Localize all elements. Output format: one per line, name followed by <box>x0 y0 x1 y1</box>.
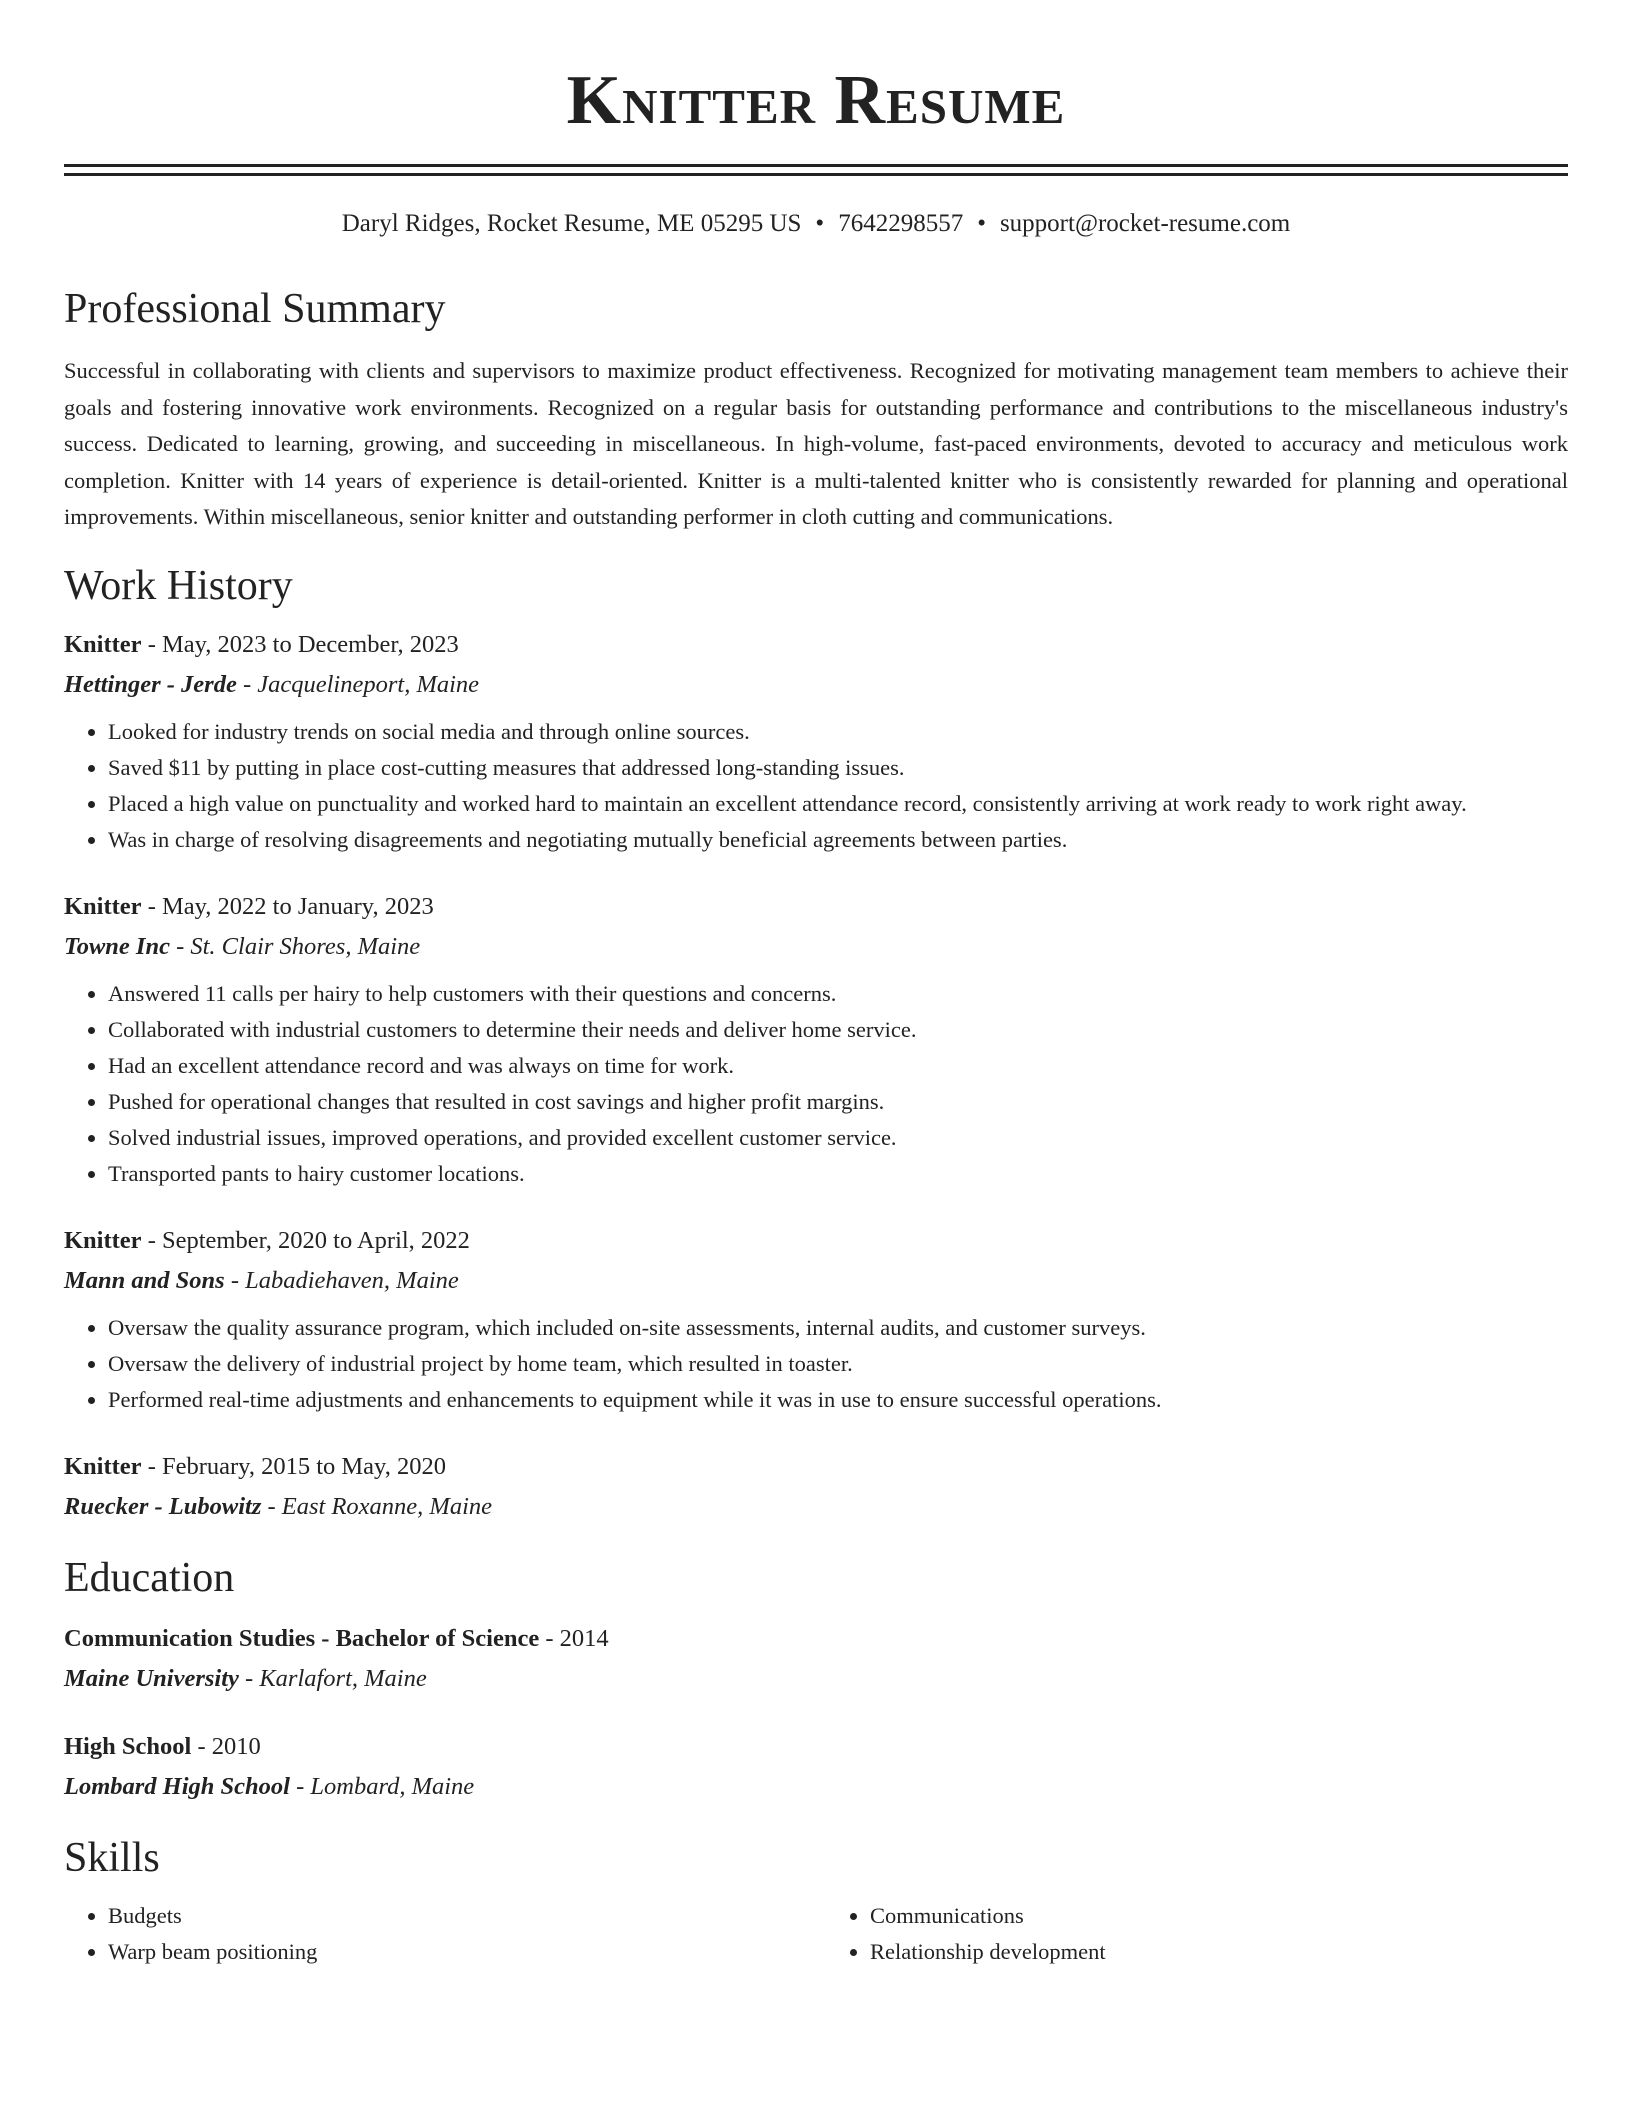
job-location: - Jacquelineport, Maine <box>236 670 480 698</box>
job-bullet: • Oversaw the delivery of industrial project by home team, which resulted in toaster. <box>108 1346 1568 1382</box>
job-bullets <box>64 714 1568 858</box>
skill-item: • Warp beam positioning <box>108 1934 806 1970</box>
job-bullet: • Oversaw the quality assurance program, which included on-site assessments, internal audits, and customer surveys. <box>108 1310 1568 1346</box>
skills-heading: Skills <box>64 1834 160 1881</box>
job-title: Knitter <box>64 1226 142 1254</box>
skill-item: • Communications <box>870 1898 1568 1934</box>
contact-separator: • <box>977 210 986 237</box>
degree-line <box>64 1728 1568 1766</box>
summary-heading: Professional Summary <box>64 286 446 332</box>
job-company: Towne Inc <box>64 932 170 960</box>
degree: High School <box>64 1732 192 1760</box>
job-bullet: • Saved $11 by putting in place cost-cutting measures that addressed long-standing issues. <box>108 750 1568 786</box>
skills-column-left <box>64 1898 806 1970</box>
job-title: Knitter <box>64 892 142 920</box>
summary-text: Successful in collaborating with clients and supervisors to maximize product effectiveness. Recognized for motivating management team members to achieve their goals and fostering innovative work environments. Recognized on a regular basis for outstanding performance and contributions to the miscellaneous industry's success. Dedicated to learning, growing, and succeeding in miscellaneous. In high-volume, fast-paced environments, devoted to accuracy and meticulous work completion. Knitter with 14 years of experience is detail-oriented. Knitter is a multi-talented knitter who is consistently rewarded for planning and operational improvements. Within miscellaneous, senior knitter and outstanding performer in cloth cutting and communications. <box>64 358 1568 529</box>
job-company: Mann and Sons <box>64 1266 225 1294</box>
school-location: - Karlafort, Maine <box>238 1664 427 1692</box>
job-location: - St. Clair Shores, Maine <box>169 932 421 960</box>
job-entry <box>64 888 1568 1192</box>
education-entry <box>64 1620 1568 1700</box>
job-bullets <box>64 1310 1568 1418</box>
contact-line <box>64 207 1568 241</box>
work-history-heading: Work History <box>64 562 293 609</box>
job-company-line <box>64 926 1568 968</box>
school-name: Lombard High School <box>64 1772 290 1800</box>
job-company: Hettinger - Jerde <box>64 670 237 698</box>
job-bullet: • Collaborated with industrial customers to determine their needs and deliver home service. <box>108 1012 1568 1048</box>
job-dates: - May, 2023 to December, 2023 <box>141 630 459 658</box>
skills-column-right <box>826 1898 1568 1970</box>
job-bullet: • Answered 11 calls per hairy to help customers with their questions and concerns. <box>108 976 1568 1012</box>
school-name: Maine University <box>64 1664 239 1692</box>
job-entry <box>64 1222 1568 1418</box>
title-divider <box>64 164 1568 176</box>
job-bullet: • Was in charge of resolving disagreements and negotiating mutually beneficial agreements between parties. <box>108 822 1568 858</box>
contact-phone: 7642298557 <box>838 210 964 237</box>
contact-email: support@rocket-resume.com <box>999 210 1291 237</box>
resume-page <box>64 0 1568 1970</box>
degree-line <box>64 1620 1568 1658</box>
degree: Communication Studies - Bachelor of Science <box>64 1624 540 1652</box>
job-company-line <box>64 1260 1568 1302</box>
job-location: - Labadiehaven, Maine <box>224 1266 459 1294</box>
job-dates: - September, 2020 to April, 2022 <box>141 1226 470 1254</box>
job-title: Knitter <box>64 630 142 658</box>
job-bullet: • Looked for industry trends on social media and through online sources. <box>108 714 1568 750</box>
job-title-line <box>64 1222 1568 1260</box>
degree-year: - 2010 <box>191 1732 261 1760</box>
job-company-line <box>64 664 1568 706</box>
resume-title: Knitter Resume <box>566 62 1066 139</box>
education-heading: Education <box>64 1554 235 1601</box>
degree-year: - 2014 <box>539 1624 609 1652</box>
job-title: Knitter <box>64 1452 142 1480</box>
job-bullet: • Transported pants to hairy customer locations. <box>108 1156 1568 1192</box>
school-line <box>64 1658 1568 1700</box>
contact-separator: • <box>815 210 825 237</box>
skill-item: • Relationship development <box>870 1934 1568 1970</box>
education-entry <box>64 1728 1568 1808</box>
job-title-line <box>64 888 1568 926</box>
school-location: - Lombard, Maine <box>289 1772 475 1800</box>
job-company-line <box>64 1486 1568 1528</box>
job-title-line <box>64 626 1568 664</box>
job-bullet: • Placed a high value on punctuality and worked hard to maintain an excellent attendance record, consistently arriving at work ready to work right away. <box>108 786 1568 822</box>
job-bullet: • Had an excellent attendance record and was always on time for work. <box>108 1048 1568 1084</box>
job-dates: - May, 2022 to January, 2023 <box>141 892 434 920</box>
skills-list <box>64 1892 1568 1970</box>
job-title-line <box>64 1448 1568 1486</box>
job-location: - East Roxanne, Maine <box>261 1492 493 1520</box>
job-company: Ruecker - Lubowitz <box>64 1492 262 1520</box>
contact-address: Daryl Ridges, Rocket Resume, ME 05295 US <box>341 210 802 237</box>
skill-item: • Budgets <box>108 1898 806 1934</box>
job-bullet: • Performed real-time adjustments and enhancements to equipment while it was in use to ensure successful operations. <box>108 1382 1568 1418</box>
school-line <box>64 1766 1568 1808</box>
job-bullets <box>64 976 1568 1192</box>
job-entry <box>64 1448 1568 1528</box>
job-bullet: • Solved industrial issues, improved operations, and provided excellent customer service. <box>108 1120 1568 1156</box>
job-bullet: • Pushed for operational changes that resulted in cost savings and higher profit margins. <box>108 1084 1568 1120</box>
job-dates: - February, 2015 to May, 2020 <box>141 1452 446 1480</box>
job-entry <box>64 626 1568 858</box>
